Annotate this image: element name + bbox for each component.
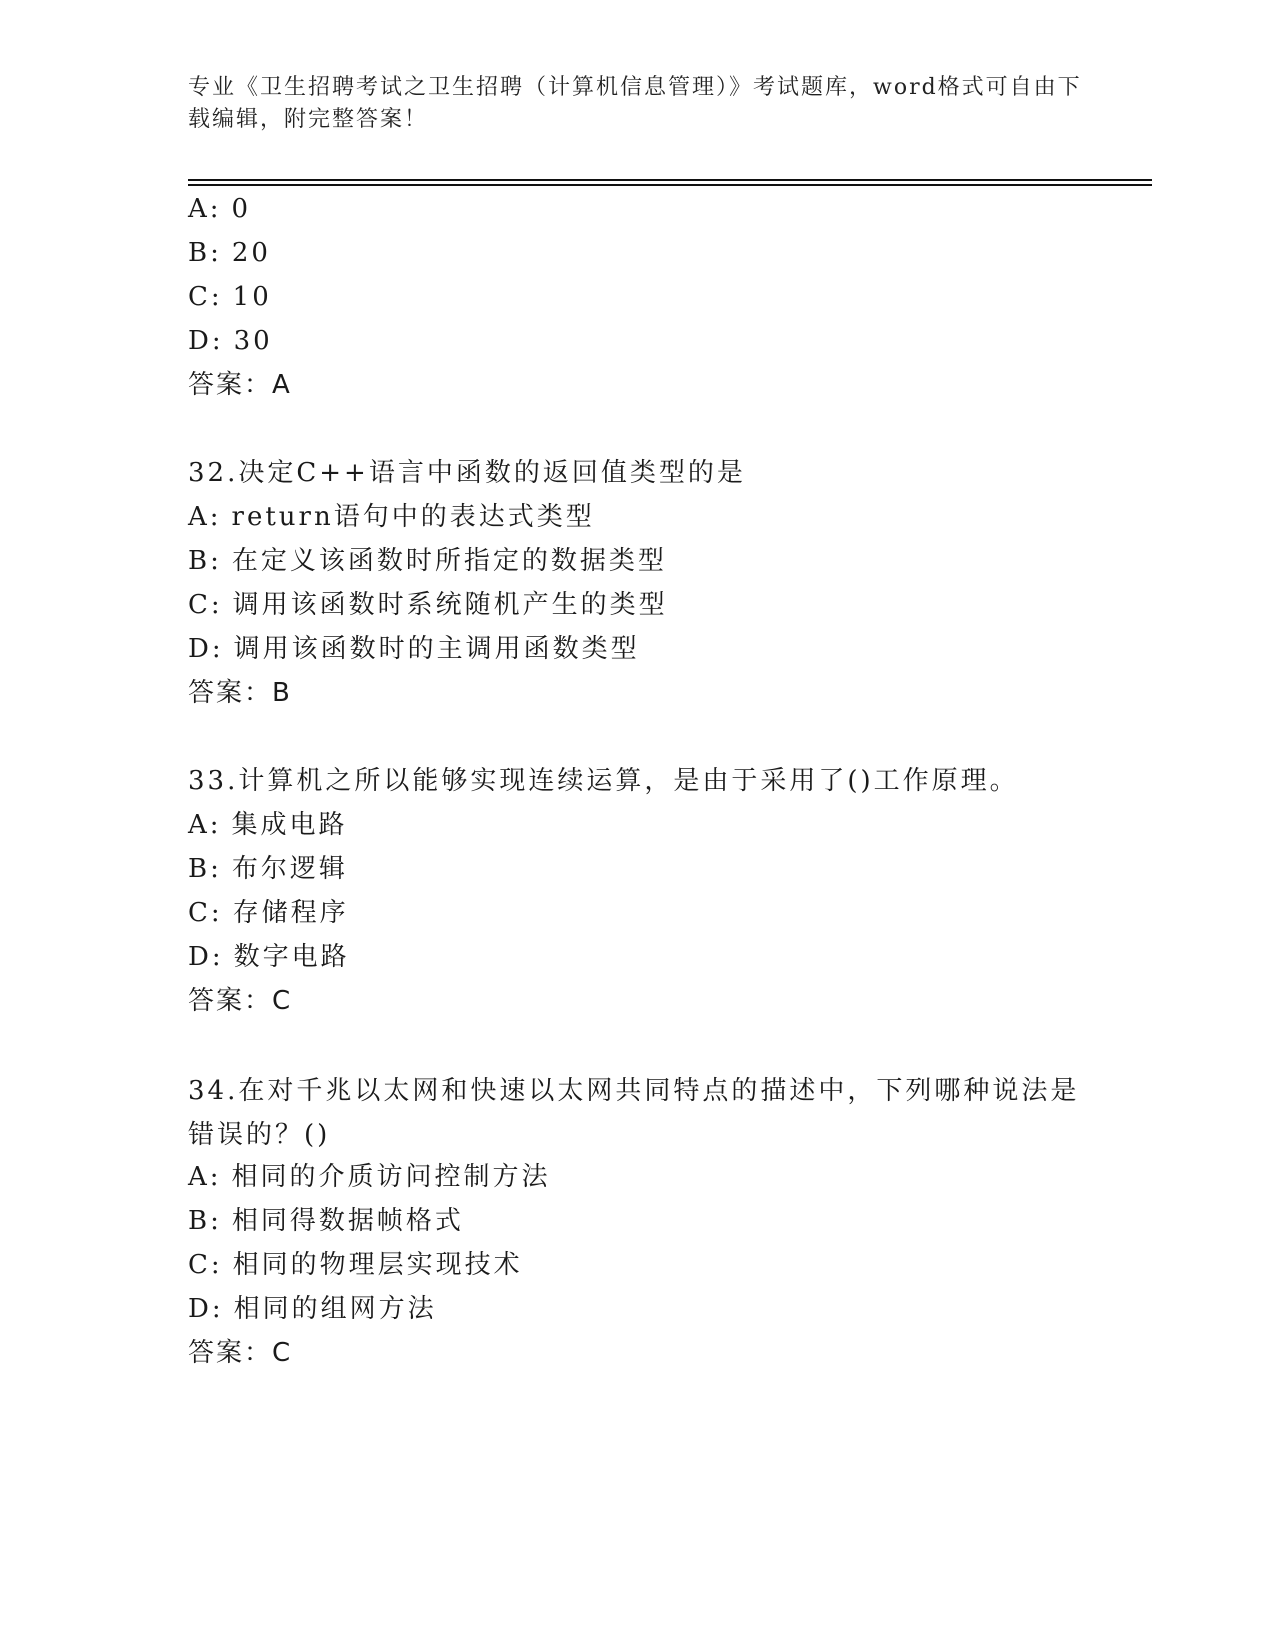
option-a: A: 0 — [188, 194, 252, 224]
header-rule-bottom — [188, 184, 1152, 186]
option-c: C: 存储程序 — [188, 898, 349, 928]
header-rule-top — [188, 179, 1152, 181]
option-d: D: 数字电路 — [188, 942, 350, 972]
option-d: D: 相同的组网方法 — [188, 1294, 437, 1324]
document-header: 专业《卫生招聘考试之卫生招聘（计算机信息管理）》考试题库，word格式可自由下载编辑，附完整答案！ — [188, 75, 1082, 132]
option-a: A: return语句中的表达式类型 — [188, 502, 595, 532]
option-b: B: 布尔逻辑 — [188, 854, 348, 884]
option-a: A: 集成电路 — [188, 810, 348, 840]
option-d: D: 30 — [188, 326, 273, 356]
option-b: B: 在定义该函数时所指定的数据类型 — [188, 546, 667, 576]
question-34: 34.在对千兆以太网和快速以太网共同特点的描述中，下列哪种说法是错误的？() — [188, 1076, 1080, 1150]
option-c: C: 10 — [188, 282, 272, 312]
answer: 答案：C — [188, 986, 293, 1016]
option-d: D: 调用该函数时的主调用函数类型 — [188, 634, 640, 664]
option-c: C: 调用该函数时系统随机产生的类型 — [188, 590, 668, 620]
option-b: B: 相同得数据帧格式 — [188, 1206, 464, 1236]
answer: 答案：B — [188, 678, 292, 708]
option-a: A: 相同的介质访问控制方法 — [188, 1162, 551, 1192]
option-b: B: 20 — [188, 238, 271, 268]
question-32: 32.决定C++语言中函数的返回值类型的是 — [188, 458, 746, 488]
question-33: 33.计算机之所以能够实现连续运算，是由于采用了()工作原理。 — [188, 766, 1019, 796]
option-c: C: 相同的物理层实现技术 — [188, 1250, 523, 1280]
answer: 答案：A — [188, 370, 292, 400]
answer: 答案：C — [188, 1338, 293, 1368]
